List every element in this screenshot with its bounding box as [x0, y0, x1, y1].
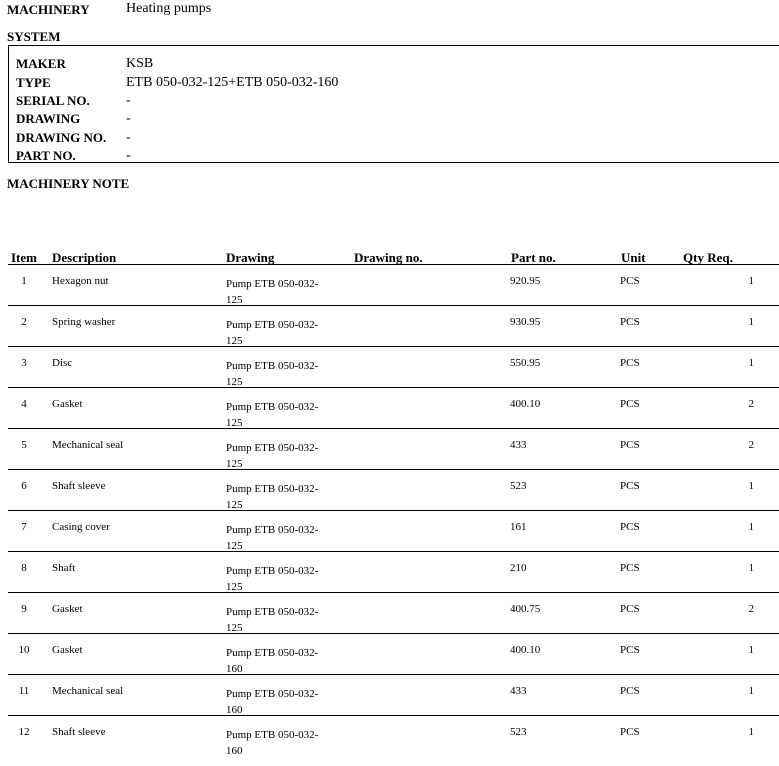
cell-part-no: 550.95 [510, 357, 541, 369]
cell-item: 3 [21, 357, 27, 369]
drawing-no-label: DRAWING NO. [16, 130, 107, 145]
machinery-value: Heating pumps [126, 1, 212, 16]
table-row [8, 511, 779, 552]
cell-item: 1 [21, 275, 27, 287]
drawing-label: DRAWING [16, 111, 81, 126]
cell-unit: PCS [620, 480, 640, 492]
table-row [8, 470, 779, 511]
cell-drawing: Pump ETB 050-032-125 [226, 606, 319, 634]
cell-description: Spring washer [52, 316, 116, 328]
cell-description: Gasket [52, 644, 83, 656]
table-row [8, 429, 779, 470]
cell-drawing: Pump ETB 050-032-160 [226, 729, 319, 757]
cell-unit: PCS [620, 316, 640, 328]
table-row [8, 634, 779, 675]
machinery-label: MACHINERY [7, 2, 90, 17]
cell-part-no: 433 [510, 439, 527, 451]
cell-part-no: 161 [510, 521, 527, 533]
cell-part-no: 210 [510, 562, 527, 574]
cell-part-no: 433 [510, 685, 527, 697]
header-description: Description [52, 250, 117, 265]
cell-item: 6 [21, 480, 27, 492]
cell-description: Gasket [52, 398, 83, 410]
table-row [8, 675, 779, 716]
system-row-drawing-no [9, 130, 779, 148]
cell-qty: 2 [748, 439, 754, 451]
part-no-label: PART NO. [16, 148, 76, 163]
cell-unit: PCS [620, 603, 640, 615]
cell-unit: PCS [620, 685, 640, 697]
cell-description: Mechanical seal [52, 439, 124, 451]
header-drawing-no: Drawing no. [354, 250, 423, 265]
cell-qty: 2 [748, 398, 754, 410]
type-value: ETB 050-032-125+ETB 050-032-160 [126, 75, 339, 90]
cell-description: Gasket [52, 603, 83, 615]
cell-part-no: 523 [510, 480, 527, 492]
system-label: SYSTEM [7, 29, 61, 44]
cell-item: 2 [21, 316, 27, 328]
system-row-drawing [9, 111, 779, 129]
system-row-part-no [9, 148, 779, 166]
drawing-value: - [126, 111, 131, 126]
cell-drawing: Pump ETB 050-032-125 [226, 278, 319, 306]
cell-drawing: Pump ETB 050-032-125 [226, 360, 319, 388]
table-row [8, 265, 779, 306]
cell-item: 10 [18, 644, 30, 656]
cell-description: Shaft sleeve [52, 480, 106, 492]
serial-label: SERIAL NO. [16, 93, 90, 108]
system-row-type [9, 75, 779, 93]
table-row [8, 388, 779, 429]
cell-drawing: Pump ETB 050-032-160 [226, 647, 319, 675]
part-no-value: - [126, 148, 131, 163]
cell-item: 11 [18, 685, 30, 697]
table-row [8, 593, 779, 634]
cell-part-no: 400.75 [510, 603, 541, 615]
cell-qty: 1 [748, 480, 754, 492]
cell-description: Hexagon nut [52, 275, 109, 287]
cell-qty: 1 [748, 726, 754, 738]
cell-drawing: Pump ETB 050-032-125 [226, 319, 319, 347]
cell-qty: 1 [748, 275, 754, 287]
system-row-maker [9, 56, 779, 74]
header-part-no: Part no. [511, 250, 556, 265]
cell-item: 12 [18, 726, 30, 738]
table-row [8, 306, 779, 347]
header-qty: Qty Req. [683, 250, 733, 265]
machinery-note-label: MACHINERY NOTE [7, 176, 130, 191]
cell-part-no: 400.10 [510, 398, 541, 410]
header-drawing: Drawing [226, 250, 275, 265]
cell-drawing: Pump ETB 050-032-125 [226, 524, 319, 552]
header-unit: Unit [621, 250, 646, 265]
cell-unit: PCS [620, 644, 640, 656]
cell-part-no: 400.10 [510, 644, 541, 656]
cell-unit: PCS [620, 521, 640, 533]
cell-drawing: Pump ETB 050-032-125 [226, 565, 319, 593]
system-row-serial [9, 93, 779, 111]
cell-qty: 1 [748, 685, 754, 697]
cell-unit: PCS [620, 439, 640, 451]
maker-value: KSB [126, 56, 154, 71]
cell-item: 8 [21, 562, 27, 574]
cell-unit: PCS [620, 398, 640, 410]
cell-unit: PCS [620, 357, 640, 369]
cell-drawing: Pump ETB 050-032-125 [226, 483, 319, 511]
table-row [8, 552, 779, 593]
system-box [8, 45, 779, 163]
cell-item: 5 [21, 439, 27, 451]
cell-part-no: 920.95 [510, 275, 541, 287]
type-label: TYPE [16, 75, 51, 90]
cell-qty: 1 [748, 357, 754, 369]
cell-unit: PCS [620, 562, 640, 574]
serial-value: - [126, 93, 131, 108]
cell-part-no: 523 [510, 726, 527, 738]
cell-qty: 1 [748, 316, 754, 328]
cell-drawing: Pump ETB 050-032-125 [226, 401, 319, 429]
cell-qty: 1 [748, 562, 754, 574]
cell-description: Shaft [52, 562, 76, 574]
cell-description: Disc [52, 357, 73, 369]
cell-drawing: Pump ETB 050-032-160 [226, 688, 319, 716]
cell-qty: 1 [748, 521, 754, 533]
cell-item: 7 [21, 521, 27, 533]
cell-description: Shaft sleeve [52, 726, 106, 738]
cell-unit: PCS [620, 275, 640, 287]
cell-unit: PCS [620, 726, 640, 738]
table-row [8, 716, 779, 757]
cell-item: 9 [21, 603, 27, 615]
drawing-no-value: - [126, 130, 131, 145]
maker-label: MAKER [16, 56, 66, 71]
cell-qty: 2 [748, 603, 754, 615]
cell-qty: 1 [748, 644, 754, 656]
cell-description: Mechanical seal [52, 685, 124, 697]
cell-drawing: Pump ETB 050-032-125 [226, 442, 319, 470]
table-row [8, 347, 779, 388]
cell-description: Casing cover [52, 521, 110, 533]
cell-item: 4 [21, 398, 27, 410]
header-item: Item [11, 250, 37, 265]
cell-part-no: 930.95 [510, 316, 541, 328]
